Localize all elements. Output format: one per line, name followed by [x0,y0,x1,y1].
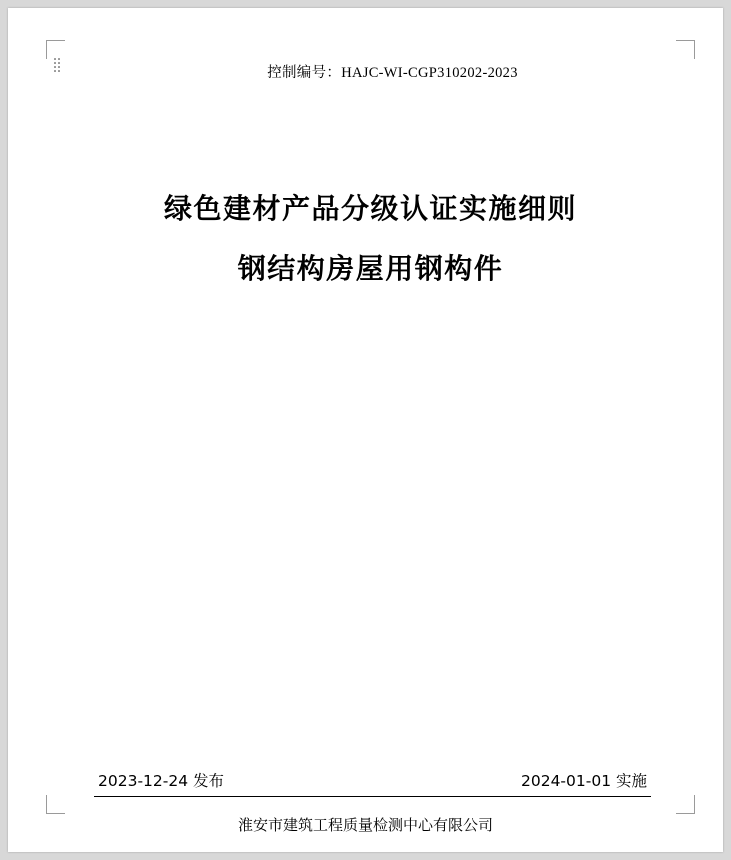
control-number: 控制编号：HAJC-WI-CGP310202-2023 [267,65,518,81]
document-subtitle: 钢结构房屋用钢构件 [237,252,504,286]
footer-dates [98,769,647,791]
crop-mark-top-left [46,40,65,59]
issuing-organization: 淮安市建筑工程质量检测中心有限公司 [237,816,493,834]
crop-mark-bottom-left [46,795,65,814]
footer-divider [94,796,651,797]
crop-mark-top-right [676,40,695,59]
crop-mark-bottom-right [676,795,695,814]
effective-date: 2024-01-01 实施 [520,772,647,790]
document-page [8,8,723,852]
issue-date: 2023-12-24 发布 [98,772,225,790]
title-block [78,193,663,285]
document-title: 绿色建材产品分级认证实施细则 [163,192,577,225]
